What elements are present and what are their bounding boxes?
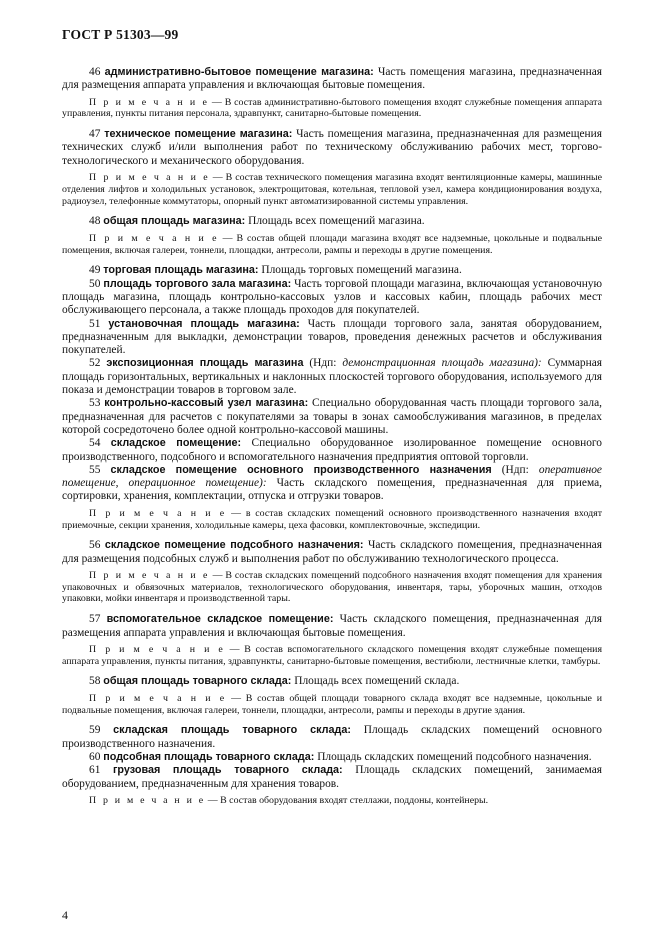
note-label: П р и м е ч а н и е [89,172,210,184]
term-definition: Площадь всех помещений склада. [291,675,460,688]
term-number: 56 [89,539,101,552]
term-number: 46 [89,66,101,78]
term-definition: Часть складского помещения, предназначенная для размещения подсобных служб и выполнения работ по обслуживанию технологического процесса. [62,539,602,565]
note-text: — В состав складских помещений подсобного назначения входят помещения для хранения упаковочных и обвязочных материалов, технологического оборудования, инвентаря, тары, уборочных машин, отходов упаковки, мойки инвентаря и производственной тары. [62,569,602,605]
term-note [62,508,602,532]
term-number: 50 [89,277,101,290]
term-definition: Часть помещения магазина, предназначенная для размещения аппарата управления и включающая бытовые помещения. [62,66,602,92]
term-definition: Специально оборудованная часть площади торгового зала, предназначенная для расчетов с покупателями за товары в зонах самообслуживания магазинов, в пределах которой сосредоточено более одной контрольно-кассовой машины. [62,397,602,436]
term-definition: Площадь торговых помещений магазина. [258,264,462,277]
term-definition: Специально оборудованное изолированное помещение основного производственного, подсобного и вспомогательного назначения предприятия оптовой торговли. [62,437,602,463]
document-header: ГОСТ Р 51303—99 [62,27,179,42]
term-name: площадь торгового зала магазина: [103,277,292,290]
term-definition: Часть складского помещения, предназначенная для размещения аппарата управления и включающая бытовые помещения. [62,613,602,639]
term-name: административно-бытовое помещение магазина: [104,66,374,78]
term-note [62,570,602,605]
term-note [62,693,602,717]
term-note [62,172,602,207]
note-text: — В состав административно-бытового помещения входят служебные помещения аппарата управления, пункты питания персонала, здравпункт, санитарно-бытовые помещения. [62,96,603,120]
term-number: 49 [89,264,101,277]
term-definition: Площадь складских помещений подсобного назначения. [314,750,592,763]
note-label: П р и м е ч а н и е [89,507,227,519]
term-definition: Площадь складских помещений, занимаемая оборудованием, предназначенным для хранения товаров. [62,764,602,790]
term-name: общая площадь товарного склада: [103,675,292,688]
term-name: складское помещение подсобного назначения: [104,539,364,552]
term-number: 54 [89,437,101,450]
term-entry [62,264,602,277]
term-note [62,97,602,121]
term-name: экспозиционная площадь магазина [106,357,304,370]
term-name: складская площадь товарного склада: [113,724,352,737]
term-definition: Часть площади торгового зала, занятая оборудованием, предназначенным для выкладки, демонстрации товаров, проведения денежных расчетов и обслуживания покупателей. [62,317,603,357]
term-definition: Площадь складских помещений основного производственного назначения. [62,724,602,750]
term-entry [62,278,602,318]
note-label: П р и м е ч а н и е [89,643,226,655]
term-number: 58 [89,675,101,688]
term-note [62,795,602,807]
term-number: 53 [89,397,101,410]
term-definition: Площадь всех помещений магазина. [245,215,425,228]
note-label: П р и м е ч а н и е [89,692,227,704]
term-name: вспомогательное складское помещение: [106,613,334,626]
term-number: 61 [89,764,101,777]
term-ndp-alternative: демонстрационная площадь магазина): [342,357,542,370]
note-text: — В состав вспомогательного складского помещения входят служебные помещения аппарата управления, пункты питания, здравпункты, санитарно-бытовые помещения, вестибюли, лестничные клетки, тамбуры. [62,643,602,667]
term-name: установочная площадь магазина: [108,317,300,330]
term-entry [62,464,602,504]
term-entry [62,724,602,751]
term-entry [62,357,602,397]
term-entry [62,437,602,464]
term-name: складское помещение основного производственного назначения [110,463,492,476]
term-name: техническое помещение магазина: [104,128,293,141]
term-entry [62,764,602,791]
terms-list [62,66,602,815]
note-label: П р и м е ч а н и е [89,569,210,581]
term-entry [62,613,602,640]
term-definition: Часть помещения магазина, предназначенная для размещения технических служб и/или выполнения работ по техническому обслуживанию рабочих мест, торгово-технологического и механического оборудования. [62,128,602,167]
term-entry [62,318,602,358]
term-number: 47 [89,128,101,141]
note-label: П р и м е ч а н и е [89,794,206,806]
term-entry [62,397,602,437]
term-number: 51 [89,317,101,330]
term-ndp-prefix: (Ндп: [303,357,343,370]
term-definition: Часть торговой площади магазина, включающая установочную площадь магазина, площадь контрольно-кассовых узлов и кассовых кабин, площадь рабочих мест обслуживающего персонала, а также площадь проходов для покупателей. [62,277,602,317]
note-text: — В состав общей площади магазина входят все надземные, цокольные и подвальные помещения, включая галереи, тоннели, площадки, антресоли, рампы и переходы в другие помещения. [62,232,602,256]
term-number: 59 [89,724,101,737]
term-note [62,644,602,668]
term-number: 48 [89,215,101,228]
term-name: общая площадь магазина: [103,215,246,228]
term-name: контрольно-кассовый узел магазина: [104,397,309,410]
term-definition: Суммарная площадь горизонтальных, вертикальных и наклонных плоскостей торгового оборудования, используемого для показа и демонстрации товаров в торговом зале. [62,357,602,397]
note-label: П р и м е ч а н и е [89,232,219,244]
term-name: грузовая площадь товарного склада: [112,764,343,777]
term-ndp-alternative: оперативное помещение, операционное помещение): [62,463,602,490]
term-name: подсобная площадь товарного склада: [103,750,315,763]
note-text: — в состав складских помещений основного производственного назначения входят приемочные, секции хранения, холодильные камеры, цеха фасовки, комплектовочные, экспедиции. [62,507,603,531]
term-entry [62,675,602,688]
term-entry [62,539,602,566]
term-number: 57 [89,613,101,626]
note-text: — В состав технического помещения магазина входят вентиляционные камеры, машинные отделения лифтов и холодильных установок, электрощитовая, котельная, тепловой узел, камера кондиционирования воздуха, радиоузел, телефонные коммутаторы, опорный пункт автоматизированной системы управления. [62,172,602,207]
term-name: торговая площадь магазина: [103,264,259,277]
term-number: 55 [89,463,101,476]
term-definition: Часть складского помещения, предназначенная для приема, сортировки, хранения, комплектации, отпуска и отгрузки товаров. [62,477,602,503]
note-text: — В состав оборудования входят стеллажи, поддоны, контейнеры. [205,794,489,806]
note-label: П р и м е ч а н и е [89,96,210,108]
term-entry [62,66,602,93]
term-number: 52 [89,357,101,370]
term-ndp-prefix: (Ндп: [491,463,539,476]
term-entry [62,751,602,764]
note-text: — В состав общей площади товарного склада входят все надземные, цокольные и подвальные помещения, включая галереи, тоннели, площадки, антресоли, рампы и переходы в другие здания. [62,692,602,716]
term-number: 60 [89,750,101,763]
term-name: складское помещение: [110,437,242,450]
term-entry [62,215,602,228]
term-note [62,233,602,257]
term-entry [62,128,602,168]
page-number: 4 [62,908,68,922]
